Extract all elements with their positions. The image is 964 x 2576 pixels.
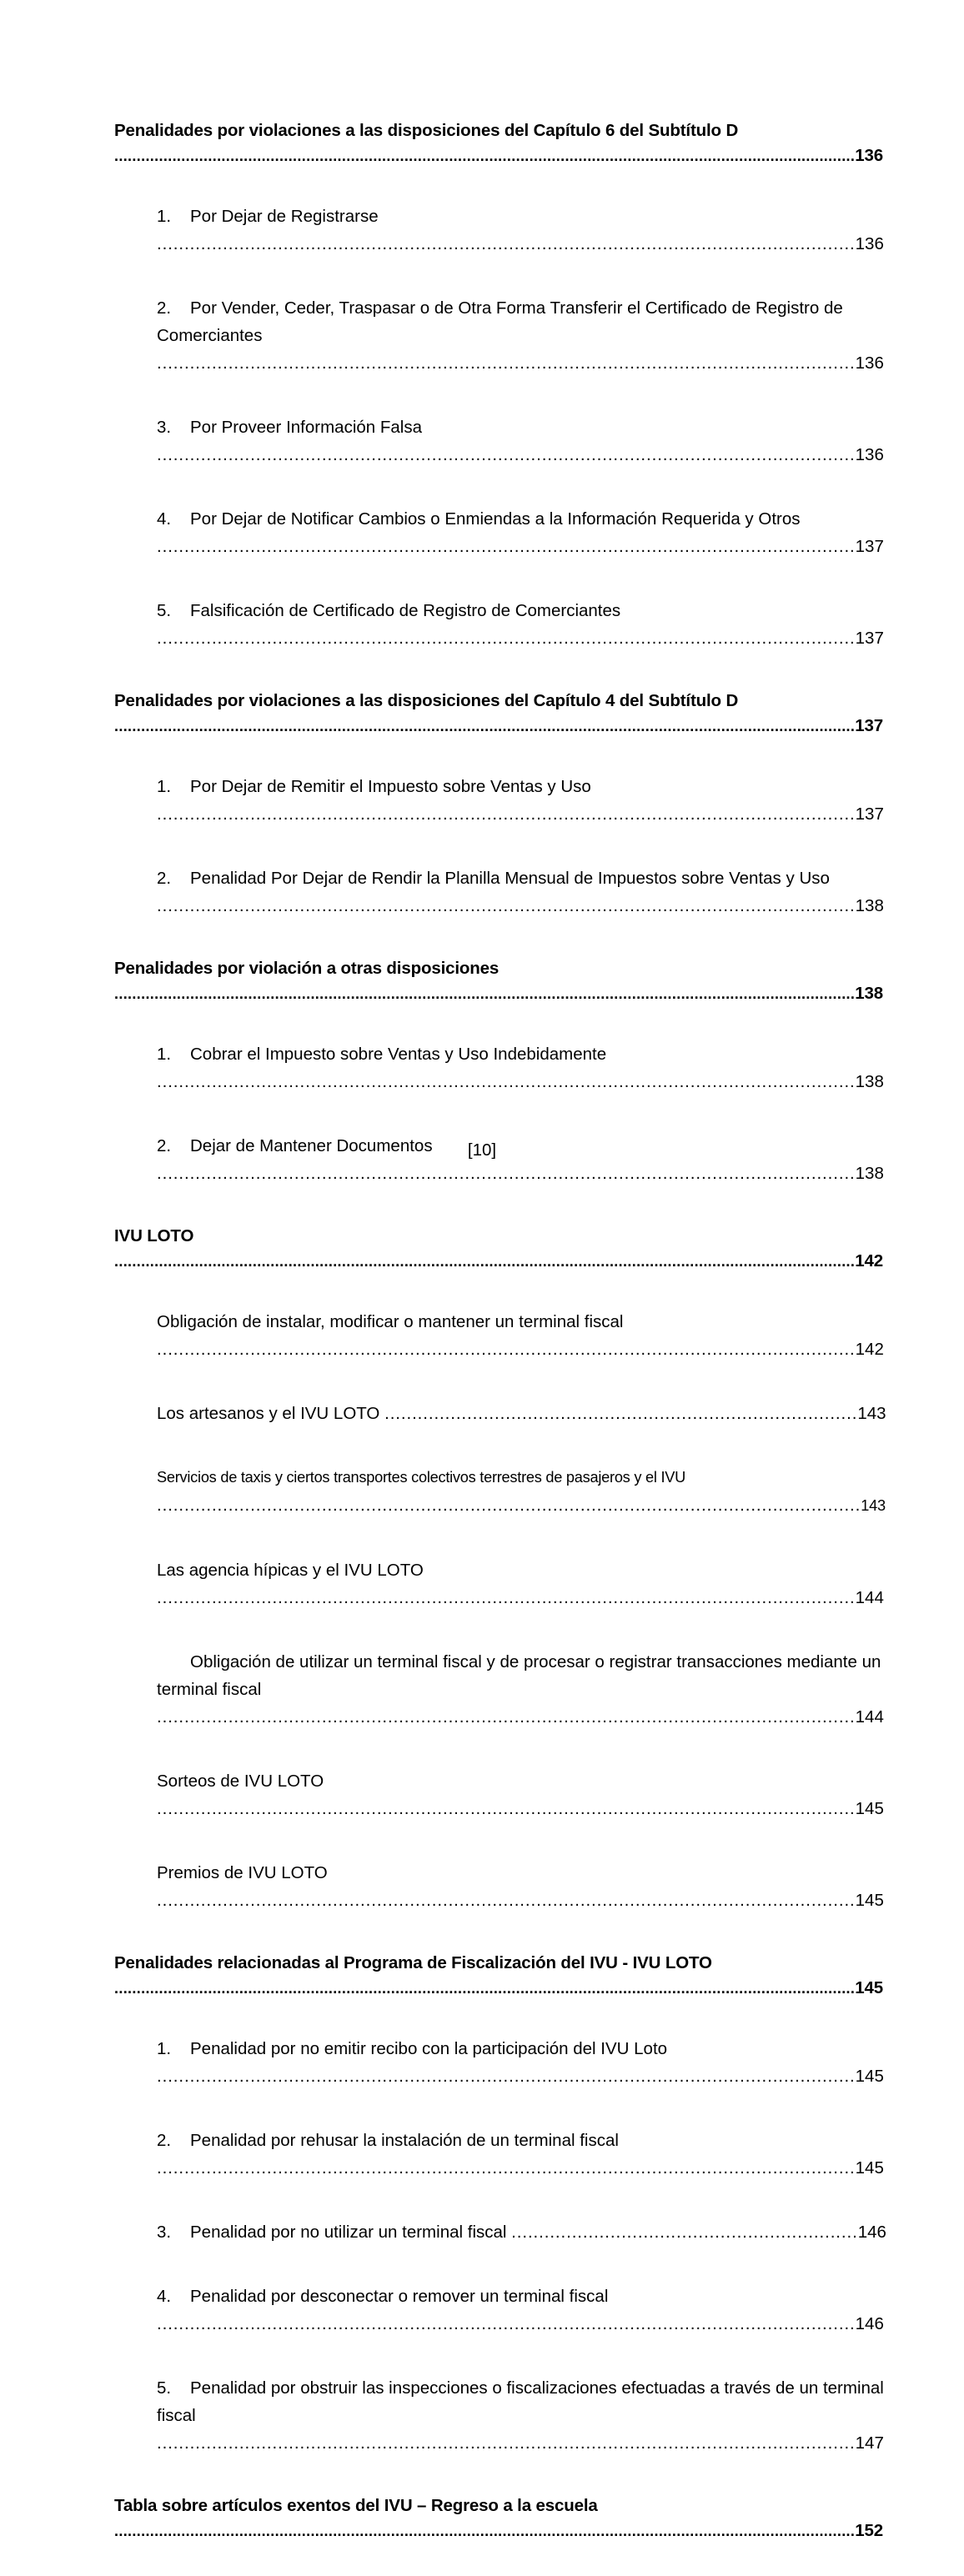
- toc-leader-dots: ...............................................................................................................................: [157, 804, 856, 824]
- toc-entry[interactable]: [114, 203, 886, 285]
- toc-entry-page-number: 142: [855, 1340, 884, 1359]
- toc-entry-label: Penalidad por no emitir recibo con la participación del IVU Loto: [190, 2039, 668, 2058]
- toc-entry-page-number: 136: [855, 353, 884, 373]
- toc-entry-page-number: 146: [855, 2314, 884, 2333]
- toc-leader-dots: ...............................................................................................................................: [157, 2158, 856, 2178]
- toc-entry-number: 5.: [157, 601, 172, 620]
- toc-entry-number: 1.: [157, 2039, 172, 2058]
- toc-entry-label: Por Proveer Información Falsa: [190, 418, 423, 437]
- toc-entry-label: Penalidad por desconectar o remover un terminal fiscal: [190, 2287, 609, 2306]
- toc-entry-body: [157, 207, 886, 281]
- toc-leader-dots: ...............................................................................................................................: [157, 2433, 856, 2453]
- toc-leader-dots: ...............................................................................................................................: [157, 1891, 856, 1910]
- toc-leader-dots: ......................................................................................................................................................................: [114, 1253, 856, 1270]
- toc-entry[interactable]: [114, 1224, 886, 1299]
- toc-entry-label: Dejar de Mantener Documentos: [190, 1136, 433, 1155]
- toc-leader-dots: ...............................................................................................................................: [157, 629, 856, 648]
- toc-leader-dots: ......................................................................................................................................................................: [114, 985, 856, 1002]
- toc-entry-page-number: 145: [855, 1978, 884, 1997]
- toc-entry[interactable]: [114, 505, 886, 588]
- toc-entry-page-number: 136: [855, 234, 884, 253]
- toc-entry[interactable]: [114, 1648, 886, 1758]
- toc-entry-page-number: 138: [855, 1072, 884, 1091]
- toc-entry-body: [157, 601, 886, 675]
- toc-entry-body: [157, 298, 886, 400]
- toc-entry-label: IVU LOTO: [114, 1226, 194, 1245]
- toc-entry-page-number: 145: [855, 1799, 884, 1818]
- toc-entry-label: Penalidades por violaciones a las disposiciones del Capítulo 4 del Subtítulo D: [114, 691, 739, 710]
- toc-entry-label: Por Vender, Ceder, Traspasar o de Otra Forma Transferir el Certificado de Registro de Comerciantes: [157, 298, 843, 345]
- toc-entry[interactable]: [114, 1040, 886, 1123]
- toc-entry-number: 2.: [157, 869, 172, 888]
- toc-entry-label: Obligación de instalar, modificar o mantener un terminal fiscal: [157, 1312, 624, 1331]
- toc-leader-dots: ...............................................................................................................................: [157, 1072, 856, 1091]
- toc-leader-dots: ......................................................................................................................................................................: [114, 1980, 856, 1997]
- toc-entry-number: 2.: [157, 298, 172, 318]
- toc-entry-body: [157, 1772, 886, 1846]
- toc-leader-dots: ......................................................................................................................................................................: [114, 2523, 856, 2539]
- toc-entry-label: Obligación de utilizar un terminal fiscal y de procesar o registrar transacciones mediante un terminal fiscal: [157, 1652, 881, 1699]
- toc-entry-body: [157, 1863, 886, 1937]
- toc-leader-dots: ...............................................................................................................................: [157, 445, 856, 464]
- toc-entry-body: [157, 2039, 886, 2113]
- toc-entry-body: [157, 1045, 886, 1119]
- toc-leader-dots: ...............................................................................................................................: [157, 1799, 856, 1818]
- toc-entry-label: Penalidad Por Dejar de Rendir la Planilla Mensual de Impuestos sobre Ventas y Uso: [190, 869, 830, 888]
- toc-entry-body: [114, 2496, 886, 2565]
- toc-entry-number: 2.: [157, 1136, 172, 1155]
- toc-entry-body: [114, 1226, 886, 1296]
- toc-entry-label: Penalidades por violaciones a las disposiciones del Capítulo 6 del Subtítulo D: [114, 121, 739, 140]
- toc-entry-page-number: 137: [855, 537, 884, 556]
- toc-entry-page-number: 144: [855, 1707, 884, 1727]
- toc-entry-number: 4.: [157, 2287, 172, 2306]
- toc-entry-page-number: 147: [855, 2433, 884, 2453]
- toc-entry[interactable]: [114, 118, 886, 193]
- toc-entry-label: Falsificación de Certificado de Registro de Comerciantes: [190, 601, 621, 620]
- toc-leader-dots: ...............................................................................................................................: [157, 2314, 856, 2333]
- toc-entry-body: [114, 121, 886, 190]
- toc-entry-number: 1.: [157, 777, 172, 796]
- toc-entry[interactable]: [114, 1767, 886, 1850]
- toc-leader-dots: ...............................................................................................................................: [157, 2067, 856, 2086]
- toc-entry-page-number: 137: [855, 716, 884, 735]
- toc-leader-dots: ...............................................................................................................................: [157, 353, 856, 373]
- toc-leader-dots: ...............................................................................................................................: [157, 1707, 856, 1727]
- toc-leader-dots: ...............................................................................................................................: [157, 537, 856, 556]
- toc-leader-dots: ...............................................................................................................................: [157, 1340, 856, 1359]
- toc-entry[interactable]: [114, 956, 886, 1031]
- toc-entry-body: [157, 1561, 886, 1635]
- toc-entry-page-number: 138: [855, 896, 884, 915]
- toc-entry-label: Servicios de taxis y ciertos transportes colectivos terrestres de pasajeros y el IVU: [157, 1469, 686, 1486]
- toc-leader-dots: ......................................................................................: [384, 1404, 858, 1423]
- toc-leader-dots: ......................................................................................................................................................................: [114, 148, 856, 164]
- toc-entry-page-number: 145: [855, 1891, 884, 1910]
- toc-entry-label: Penalidades por violación a otras disposiciones: [114, 959, 500, 978]
- toc-entry[interactable]: [114, 2374, 886, 2484]
- toc-entry[interactable]: [114, 2283, 886, 2365]
- toc-entry[interactable]: [114, 2493, 886, 2568]
- toc-entry-body: [157, 777, 886, 851]
- page-footer: [0, 1139, 964, 1162]
- toc-entry[interactable]: [114, 1464, 886, 1547]
- toc-entry-page-number: 143: [861, 1497, 886, 1514]
- toc-entry[interactable]: [114, 413, 886, 496]
- toc-entry-page-number: 137: [855, 804, 884, 824]
- toc-leader-dots: ...............................................................................................................................: [157, 1164, 856, 1183]
- toc-entry-number: 1.: [157, 1045, 172, 1064]
- toc-entry-page-number: 138: [855, 984, 884, 1003]
- toc-entry-label: Penalidades relacionadas al Programa de Fiscalización del IVU - IVU LOTO: [114, 1953, 712, 1972]
- toc-entry-body: [157, 1652, 886, 1754]
- toc-entry[interactable]: [114, 2218, 886, 2273]
- toc-leader-dots: ...............................................................................................................................: [157, 234, 856, 253]
- toc-entry-label: Cobrar el Impuesto sobre Ventas y Uso Indebidamente: [190, 1045, 607, 1064]
- toc-entry-page-number: 144: [855, 1588, 884, 1607]
- toc-entry-number: 4.: [157, 509, 172, 529]
- toc-entry-number: 3.: [157, 418, 172, 437]
- table-of-contents: [114, 111, 886, 2576]
- toc-entry-body: [157, 2223, 886, 2269]
- toc-entry-body: [157, 418, 886, 492]
- toc-entry-page-number: 138: [855, 1164, 884, 1183]
- toc-entry-label: Penalidad por rehusar la instalación de un terminal fiscal: [190, 2131, 619, 2150]
- toc-entry-label: Penalidad por no utilizar un terminal fiscal: [190, 2223, 507, 2242]
- toc-entry[interactable]: [114, 773, 886, 855]
- toc-entry-body: [157, 869, 886, 943]
- toc-entry-label: Premios de IVU LOTO: [157, 1863, 328, 1882]
- toc-entry[interactable]: [114, 1556, 886, 1639]
- toc-entry-body: [114, 959, 886, 1028]
- toc-entry[interactable]: [114, 1859, 886, 1942]
- toc-entry-page-number: 136: [855, 146, 884, 165]
- toc-entry-label: Por Dejar de Remitir el Impuesto sobre Ventas y Uso: [190, 777, 591, 796]
- toc-entry-label: Las agencia hípicas y el IVU LOTO: [157, 1561, 424, 1580]
- toc-entry[interactable]: [114, 689, 886, 764]
- toc-entry-body: [114, 1953, 886, 2022]
- toc-entry-page-number: 136: [855, 445, 884, 464]
- toc-entry-body: [157, 1312, 886, 1386]
- toc-leader-dots: ......................................................................................................................................................................: [114, 718, 856, 734]
- toc-entry[interactable]: [114, 294, 886, 404]
- toc-entry-page-number: 145: [855, 2158, 884, 2178]
- toc-entry-body: [114, 691, 886, 760]
- toc-leader-dots: ...............................................................................................................................: [157, 896, 856, 915]
- toc-entry-label: Los artesanos y el IVU LOTO: [157, 1404, 380, 1423]
- toc-entry[interactable]: [114, 1308, 886, 1391]
- page-number-label: [10]: [467, 1140, 497, 1160]
- toc-entry-label: Tabla sobre artículos exentos del IVU – Regreso a la escuela: [114, 2496, 598, 2515]
- toc-entry-body: [157, 2287, 886, 2361]
- toc-entry[interactable]: [114, 2127, 886, 2209]
- toc-entry-label: Penalidad por obstruir las inspecciones o fiscalizaciones efectuadas a través de un terminal fiscal: [157, 2378, 884, 2425]
- toc-entry-body: [157, 2131, 886, 2205]
- toc-entry-number: 3.: [157, 2223, 172, 2242]
- toc-entry[interactable]: [114, 1951, 886, 2026]
- toc-entry-page-number: 152: [855, 2521, 884, 2540]
- toc-entry-page-number: 137: [855, 629, 884, 648]
- toc-entry-number: 5.: [157, 2378, 172, 2398]
- toc-entry-label: Por Dejar de Registrarse: [190, 207, 379, 226]
- toc-entry[interactable]: [114, 2035, 886, 2117]
- toc-leader-dots: ...............................................................................................................................: [157, 1588, 856, 1607]
- toc-entry-number: 2.: [157, 2131, 172, 2150]
- toc-entry-label: Por Dejar de Notificar Cambios o Enmiendas a la Información Requerida y Otros: [190, 509, 801, 529]
- toc-entry[interactable]: [114, 865, 886, 947]
- toc-entry[interactable]: [114, 1400, 886, 1455]
- toc-entry-number: 1.: [157, 207, 172, 226]
- toc-entry[interactable]: [114, 597, 886, 679]
- toc-entry-page-number: 143: [857, 1404, 886, 1423]
- toc-entry-body: [157, 1404, 886, 1451]
- toc-leader-dots: ...............................................................: [511, 2223, 858, 2242]
- toc-entry-body: [157, 1469, 886, 1541]
- toc-entry-page-number: 145: [855, 2067, 884, 2086]
- toc-leader-dots: ................................................................................................................................: [157, 1496, 861, 1515]
- toc-entry-page-number: 146: [857, 2223, 886, 2242]
- toc-entry-page-number: 142: [855, 1251, 884, 1270]
- toc-entry-label: Sorteos de IVU LOTO: [157, 1772, 324, 1791]
- toc-entry-body: [157, 509, 886, 584]
- toc-entry-body: [157, 2378, 886, 2480]
